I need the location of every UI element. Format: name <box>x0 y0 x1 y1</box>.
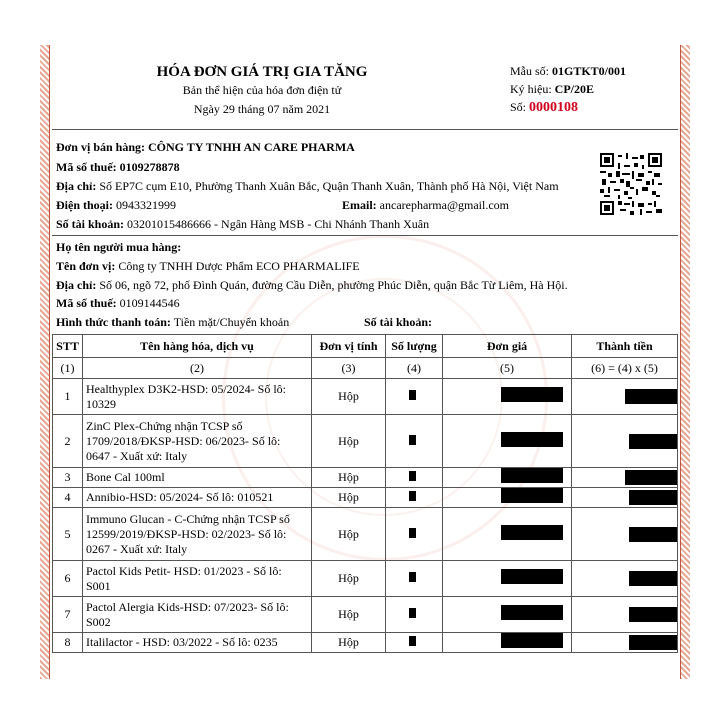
row-qty <box>386 508 443 561</box>
row-total <box>572 597 678 633</box>
header-price: Đơn giá <box>443 335 572 358</box>
redacted-total <box>629 635 677 650</box>
row-total <box>572 468 678 488</box>
row-name-line: 10329 <box>86 396 116 411</box>
row-name-line: Healthyplex D3K2-HSD: 05/2024- Số lô: <box>86 381 286 396</box>
redacted-total <box>625 470 677 485</box>
row-total <box>572 488 678 508</box>
table-row <box>53 488 678 508</box>
row-name-line: Immuno Glucan - C-Chứng nhận TCSP số <box>86 511 290 526</box>
row-total <box>572 561 678 597</box>
row-qty <box>386 488 443 508</box>
row-name-line: Bone Cal 100ml <box>86 470 165 484</box>
qr-code <box>600 153 662 215</box>
header-unit: Đơn vị tính <box>312 335 386 358</box>
index-cell: (6) = (4) x (5) <box>572 358 678 379</box>
header-name: Tên hàng hóa, dịch vụ <box>83 335 312 358</box>
row-name <box>83 415 312 468</box>
redacted-quantity <box>409 435 416 445</box>
row-stt: 6 <box>53 561 83 597</box>
redacted-total <box>629 434 677 449</box>
redacted-quantity <box>409 528 416 538</box>
invoice-subtitle: Bản thể hiện của hóa đơn điện tử <box>182 83 342 97</box>
form-number: Mẫu số: 01GTKT0/001 <box>510 64 627 78</box>
table-row <box>53 468 678 488</box>
seller-phone: Điện thoại: 0943321999 <box>56 198 176 212</box>
buyer-tax: Mã số thuế: 0109144546 <box>56 296 180 310</box>
row-unit: Hộp <box>312 488 386 508</box>
redacted-price <box>501 569 563 584</box>
row-unit: Hộp <box>312 633 386 653</box>
redacted-quantity <box>409 572 416 582</box>
header-qty: Số lượng <box>386 335 443 358</box>
row-total <box>572 633 678 653</box>
divider <box>52 129 678 130</box>
row-qty <box>386 468 443 488</box>
seller-tax: Mã số thuế: 0109278878 <box>56 160 180 174</box>
row-price <box>443 415 572 468</box>
table-index-row <box>53 358 678 379</box>
payment-method: Hình thức thanh toán: Tiền mặt/Chuyển khoản <box>56 315 290 329</box>
invoice-number: Số: 0000108 <box>510 100 579 115</box>
table-row <box>53 597 678 633</box>
row-name-line: 12599/2019/ĐKSP-HSD: 02/2023- Số lô: <box>86 526 287 541</box>
redacted-price <box>501 432 563 447</box>
index-cell: (5) <box>443 358 572 379</box>
divider <box>52 235 678 236</box>
row-name-line: Pactol Kids Petit- HSD: 01/2023 - Số lô: <box>86 563 282 578</box>
row-name <box>83 633 312 653</box>
row-qty <box>386 415 443 468</box>
row-price <box>443 468 572 488</box>
row-stt: 3 <box>53 468 83 488</box>
index-cell: (3) <box>312 358 386 379</box>
redacted-price <box>501 387 563 402</box>
row-price <box>443 597 572 633</box>
row-stt: 7 <box>53 597 83 633</box>
redacted-quantity <box>409 636 416 646</box>
table-row <box>53 379 678 415</box>
index-cell: (2) <box>83 358 312 379</box>
invoice-content <box>52 45 678 679</box>
row-name-line: ZinC Plex-Chứng nhận TCSP số <box>86 418 243 433</box>
row-name <box>83 468 312 488</box>
row-unit: Hộp <box>312 415 386 468</box>
row-total <box>572 379 678 415</box>
row-qty <box>386 379 443 415</box>
row-name-line: Italilactor - HSD: 03/2022 - Số lô: 0235 <box>86 635 278 649</box>
invoice-date: Ngày 29 tháng 07 năm 2021 <box>193 102 331 116</box>
row-price <box>443 561 572 597</box>
row-stt: 1 <box>53 379 83 415</box>
row-unit: Hộp <box>312 508 386 561</box>
seller-email: Email: ancarepharma@gmail.com <box>342 198 509 212</box>
redacted-total <box>629 527 677 542</box>
items-table <box>52 334 678 653</box>
row-unit: Hộp <box>312 468 386 488</box>
row-name <box>83 488 312 508</box>
table-header-row <box>53 335 678 358</box>
redacted-quantity <box>409 491 416 501</box>
row-qty <box>386 561 443 597</box>
row-stt: 2 <box>53 415 83 468</box>
row-unit: Hộp <box>312 561 386 597</box>
row-qty <box>386 597 443 633</box>
seller-account: Số tài khoản: 03201015486666 - Ngân Hàng MSB - Chi Nhánh Thanh Xuân <box>56 217 430 231</box>
redacted-quantity <box>409 390 416 400</box>
row-qty <box>386 633 443 653</box>
row-name-line: 0647 - Xuất xứ: Italy <box>86 448 188 463</box>
row-price <box>443 633 572 653</box>
row-name-line: S001 <box>86 578 111 593</box>
redacted-quantity <box>409 471 416 481</box>
row-total <box>572 415 678 468</box>
redacted-price <box>501 525 563 540</box>
table-row <box>53 415 678 468</box>
seller-name: Đơn vị bán hàng: CÔNG TY TNHH AN CARE PHARMA <box>56 140 355 154</box>
row-unit: Hộp <box>312 597 386 633</box>
row-name-line: Pactol Alergia Kids-HSD: 07/2023- Số lô: <box>86 599 289 614</box>
row-name <box>83 561 312 597</box>
decorative-border-right <box>680 45 690 679</box>
row-name-line: 0267 - Xuất xứ: Italy <box>86 541 188 556</box>
redacted-total <box>629 607 677 622</box>
redacted-total <box>625 389 677 404</box>
redacted-price <box>501 605 563 620</box>
row-stt: 4 <box>53 488 83 508</box>
row-price <box>443 379 572 415</box>
decorative-border-left <box>40 45 50 679</box>
header-total: Thành tiền <box>572 335 678 358</box>
row-stt: 5 <box>53 508 83 561</box>
table-row <box>53 508 678 561</box>
row-unit: Hộp <box>312 379 386 415</box>
index-cell: (4) <box>386 358 443 379</box>
table-row <box>53 561 678 597</box>
row-name-line: Annibio-HSD: 05/2024- Số lô: 010521 <box>86 490 274 504</box>
seller-address: Địa chỉ: Số EP7C cụm E10, Phường Thanh Xuân Bắc, Quận Thanh Xuân, Thành phố Hà Nội, Việt Nam <box>56 179 559 193</box>
index-cell: (1) <box>53 358 83 379</box>
row-stt: 8 <box>53 633 83 653</box>
row-name <box>83 508 312 561</box>
invoice-title: HÓA ĐƠN GIÁ TRỊ GIA TĂNG <box>156 64 368 80</box>
buyer-name: Họ tên người mua hàng: <box>56 240 182 254</box>
buyer-company: Tên đơn vị: Công ty TNHH Dược Phẩm ECO PHARMALIFE <box>56 259 360 273</box>
row-name-line: 1709/2018/ĐKSP-HSD: 06/2023- Số lô: <box>86 433 281 448</box>
row-price <box>443 488 572 508</box>
invoice-symbol: Ký hiệu: CP/20E <box>510 82 595 96</box>
table-row <box>53 633 678 653</box>
buyer-address: Địa chỉ: Số 06, ngõ 72, phố Đình Quán, đường Cầu Diễn, phường Phúc Diễn, quận Bắc Từ Liêm, Hà Hội. <box>56 278 568 292</box>
row-total <box>572 508 678 561</box>
row-name-line: S002 <box>86 614 111 629</box>
row-name <box>83 379 312 415</box>
redacted-quantity <box>409 608 416 618</box>
redacted-total <box>629 571 677 586</box>
header-stt: STT <box>53 335 83 358</box>
redacted-price <box>501 488 563 503</box>
buyer-account: Số tài khoản: <box>364 315 433 329</box>
row-name <box>83 597 312 633</box>
redacted-total <box>629 490 677 505</box>
redacted-price <box>501 633 563 648</box>
redacted-price <box>501 468 563 483</box>
row-price <box>443 508 572 561</box>
